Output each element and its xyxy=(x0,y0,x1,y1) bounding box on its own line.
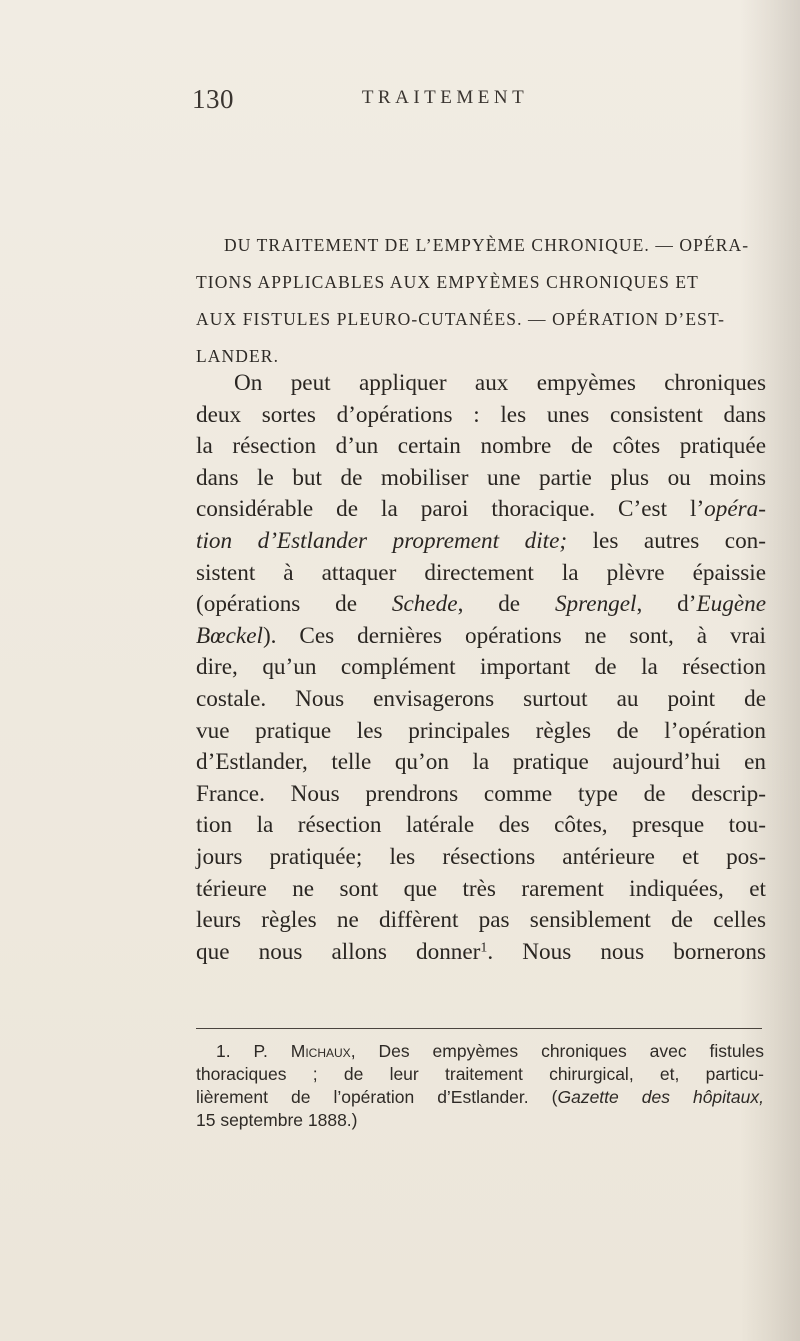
text-line: sistent à attaquer directement la plèvre épaissie xyxy=(196,559,766,586)
text-line: la résection d’un certain nombre de côtes pratiquée xyxy=(196,433,766,460)
italic-run: Sprengel xyxy=(554,591,637,618)
page-number: 130 xyxy=(192,84,234,114)
text-run: les autres con- xyxy=(567,527,766,554)
text-run: , d’ xyxy=(636,591,697,618)
text-line: dans le but de mobiliser une partie plus ou moins xyxy=(196,464,766,491)
text-run: , de xyxy=(457,591,555,618)
text-line: France. Nous prendrons comme type de descrip- xyxy=(196,780,766,807)
text-line xyxy=(196,526,766,558)
text-run: 1. P. xyxy=(216,1041,291,1061)
text-run: . Nous nous bornerons xyxy=(487,938,766,965)
footnote-line: thoraciques ; de leur traitement chirurgical, et, particu- xyxy=(196,1064,764,1084)
italic-run: tion d’Estlander proprement dite; xyxy=(196,527,568,554)
footnote-marker: 1 xyxy=(480,940,488,956)
footnote-divider xyxy=(196,1028,762,1029)
heading-line: AUX FISTULES PLEURO-CUTANÉES. — OPÉRATION D’EST- xyxy=(196,309,726,329)
text-line: costale. Nous envisagerons surtout au point de xyxy=(196,685,766,712)
text-line: d’Estlander, telle qu’on la pratique aujourd’hui en xyxy=(196,749,766,776)
italic-run: Schede xyxy=(391,591,458,618)
text-line: On peut appliquer aux empyèmes chroniques xyxy=(234,370,766,396)
text-line xyxy=(196,937,766,969)
heading-line: LANDER. xyxy=(196,346,280,366)
section-heading xyxy=(196,227,764,375)
text-line xyxy=(196,494,766,526)
text-line: vue pratique les principales règles de l’opération xyxy=(196,717,766,744)
author-name: Michaux xyxy=(290,1041,351,1061)
heading-line: TIONS APPLICABLES AUX EMPYÈMES CHRONIQUES ET xyxy=(196,272,699,292)
italic-run: Gazette des hôpitaux, xyxy=(557,1087,764,1107)
text-line: jours pratiquée; les résections antérieure et pos- xyxy=(196,843,766,870)
text-run: (opérations de xyxy=(196,591,392,618)
italic-run: opéra- xyxy=(704,496,766,523)
text-run: que nous allons donner xyxy=(196,938,481,965)
italic-run: Eugène xyxy=(696,591,766,618)
heading-line: DU TRAITEMENT DE L’EMPYÈME CHRONIQUE. — OPÉRA- xyxy=(224,235,750,255)
text-line xyxy=(196,621,766,653)
text-line: dire, qu’un complément important de la résection xyxy=(196,654,766,681)
text-line: deux sortes d’opérations : les unes consistent dans xyxy=(196,401,766,428)
text-run: , Des empyèmes chroniques avec fistules xyxy=(350,1041,764,1061)
footnote-line: 15 septembre 1888.) xyxy=(196,1110,358,1130)
text-line: leurs règles ne diffèrent pas sensiblement de celles xyxy=(196,907,766,934)
footnote xyxy=(196,1040,764,1132)
text-run: ). Ces dernières opérations ne sont, à vrai xyxy=(262,622,766,649)
text-line: térieure ne sont que très rarement indiquées, et xyxy=(196,875,766,902)
text-line: tion la résection latérale des côtes, presque tou- xyxy=(196,812,766,839)
footnote-line xyxy=(196,1040,764,1063)
footnote-line xyxy=(196,1086,764,1109)
text-run: considérable de la paroi thoracique. C’est l’ xyxy=(196,496,705,523)
text-line xyxy=(196,589,766,621)
text-run: lièrement de l’opération d’Estlander. ( xyxy=(196,1087,558,1107)
body-paragraph xyxy=(196,368,766,968)
running-title: TRAITEMENT xyxy=(361,87,529,108)
italic-run: Bœckel xyxy=(196,622,263,649)
